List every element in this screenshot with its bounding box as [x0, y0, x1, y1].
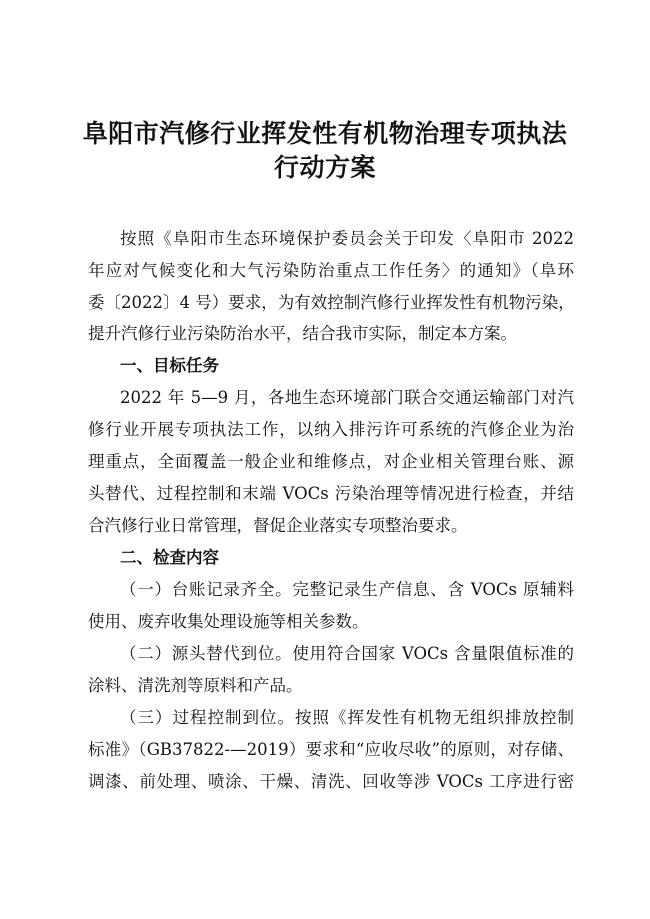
intro-line-4: 提升汽修行业污染防治水平，结合我市实际，制定本方案。 — [88, 324, 517, 343]
section-2-item-3-line-3: 调漆、前处理、喷涂、干燥、清洗、回收等涉 VOCs 工序进行密 — [88, 772, 574, 791]
intro-line-3: 委〔2022〕4 号）要求，为有效控制汽修行业挥发性有机物污染， — [88, 293, 575, 312]
intro-line-2: 年应对气候变化和大气污染防治重点工作任务〉的通知》（阜环 — [88, 261, 574, 280]
section-2-item-3-line-2: 标准》（GB37822-—2019）要求和“应收尽收”的原则，对存储、 — [88, 740, 574, 759]
section-1-line-5: 合汽修行业日常管理，督促企业落实专项整治要求。 — [88, 516, 468, 535]
section-2-item-3-line-1: （三）过程控制到位。按照《挥发性有机物无组织排放控制 — [120, 708, 574, 727]
section-1-line-4: 头替代、过程控制和末端 VOCs 污染治理等情况进行检查，并结 — [88, 484, 574, 503]
section-1-line-1: 2022 年 5—9 月，各地生态环境部门联合交通运输部门对汽 — [120, 388, 574, 407]
document-title-line-2: 行动方案 — [273, 153, 376, 182]
section-2-heading: 二、检查内容 — [120, 548, 219, 567]
section-2-item-1-line-1: （一）台账记录齐全。完整记录生产信息、含 VOCs 原辅料 — [120, 580, 574, 599]
section-1-line-2: 修行业开展专项执法工作，以纳入排污许可系统的汽修企业为治 — [88, 420, 574, 439]
section-1-line-3: 理重点，全面覆盖一般企业和维修点，对企业相关管理台账、源 — [88, 452, 574, 471]
document-title-line-1: 阜阳市汽修行业挥发性有机物治理专项执法 — [82, 119, 568, 148]
intro-line-1: 按照《阜阳市生态环境保护委员会关于印发〈阜阳市 2022 — [120, 229, 574, 248]
section-2-item-1-line-2: 使用、废弃收集处理设施等相关参数。 — [88, 612, 369, 631]
section-2-item-2-line-2: 涂料、清洗剂等原料和产品。 — [88, 676, 303, 695]
section-2-item-2-line-1: （二）源头替代到位。使用符合国家 VOCs 含量限值标准的 — [120, 644, 574, 663]
section-1-heading: 一、目标任务 — [120, 356, 219, 375]
